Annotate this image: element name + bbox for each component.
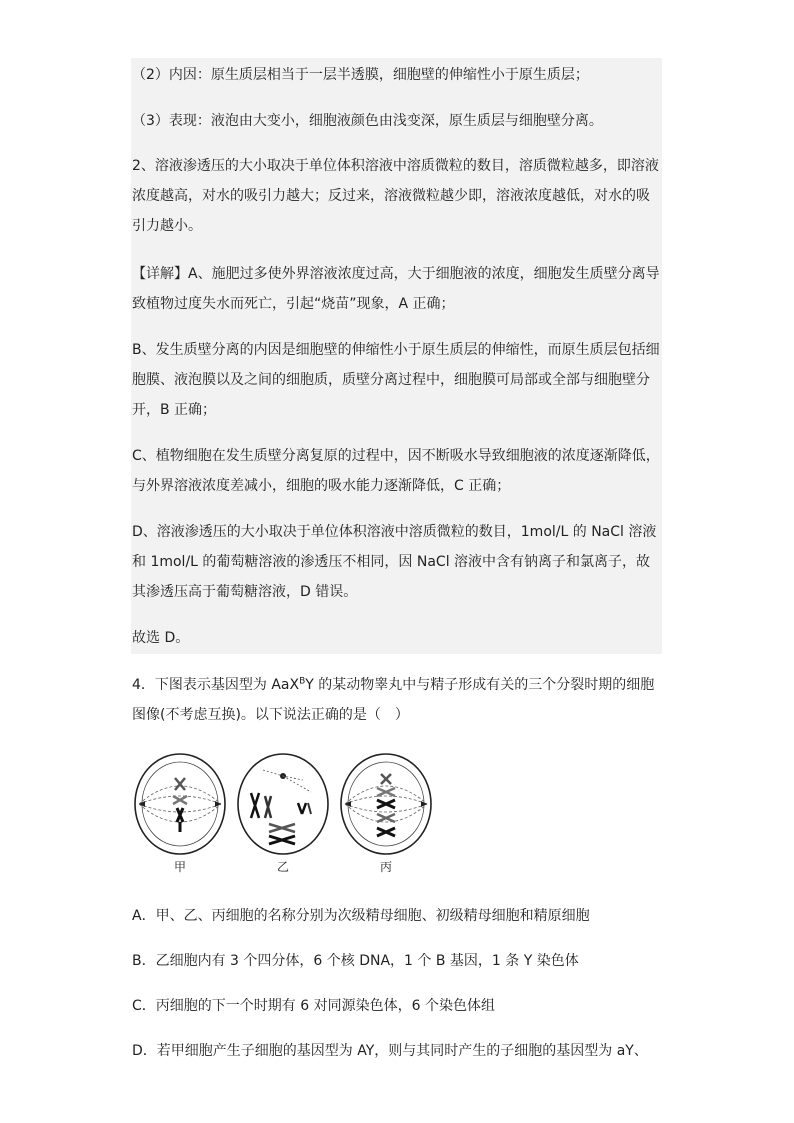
question-4-option-d: D．若甲细胞产生子细胞的基因型为 AY，则与其同时产生的子细胞的基因型为 aY、 <box>132 1043 648 1059</box>
detail-b: B、发生质壁分离的内因是细胞壁的伸缩性小于原生质层的伸缩性，而原生质层包括细胞膜、液泡膜以及之间的细胞质，质壁分离过程中，细胞膜可局部或全部与细胞壁分开，B 正确； <box>132 342 660 418</box>
question-4-option-c: C．丙细胞的下一个时期有 6 对同源染色体，6 个染色体组 <box>132 998 495 1014</box>
cell-bing-drawing <box>341 754 431 854</box>
figure-label-yi: 乙 <box>277 860 290 874</box>
detail-a: 【详解】A、施肥过多使外界溶液浓度过高，大于细胞液的浓度，细胞发生质壁分离导致植物过度失水而死亡，引起“烧苗”现象，A 正确； <box>132 266 660 312</box>
cell-jia-drawing <box>135 754 225 854</box>
figure-label-jia: 甲 <box>174 860 187 874</box>
question-4-option-b: B．乙细胞内有 3 个四分体，6 个核 DNA，1 个 B 基因，1 条 Y 染色体 <box>132 953 579 969</box>
detail-d: D、溶液渗透压的大小取决于单位体积溶液中溶质微粒的数目，1mol/L 的 NaCl 溶液和 1mol/L 的葡萄糖溶液的渗透压不相同，因 NaCl 溶液中含有钠离子和氯离子，故其渗透压高于葡萄糖溶液，D 错误。 <box>132 524 657 600</box>
question-4-stem: 4．下图表示基因型为 AaX$^B$Y 的某动物睾丸中与精子形成有关的三个分裂时期的细胞图像(不考虑互换)。以下说法正确的是（ ） <box>132 676 655 723</box>
analysis-item-3: （3）表现：液泡由大变小，细胞液颜色由浅变深，原生质层与细胞壁分离。 <box>132 113 603 129</box>
figure-label-bing: 丙 <box>380 860 393 874</box>
analysis-item-2: （2）内因：原生质层相当于一层半透膜，细胞壁的伸缩性小于原生质层； <box>132 67 589 83</box>
question-4-option-a: A．甲、乙、丙细胞的名称分别为次级精母细胞、初级精母细胞和精原细胞 <box>132 908 590 924</box>
detail-c: C、植物细胞在发生质壁分离复原的过程中，因不断吸水导致细胞液的浓度逐渐降低，与外界溶液浓度差减小，细胞的吸水能力逐渐降低，C 正确； <box>132 448 660 494</box>
answer-line: 故选 D。 <box>132 630 190 646</box>
analysis-point-2: 2、溶液渗透压的大小取决于单位体积溶液中溶质微粒的数目，溶质微粒越多，即溶液浓度越高，对水的吸引力越大；反过来，溶液微粒越少即，溶液浓度越低，对水的吸引力越小。 <box>132 158 659 234</box>
cell-yi-drawing <box>238 754 328 854</box>
